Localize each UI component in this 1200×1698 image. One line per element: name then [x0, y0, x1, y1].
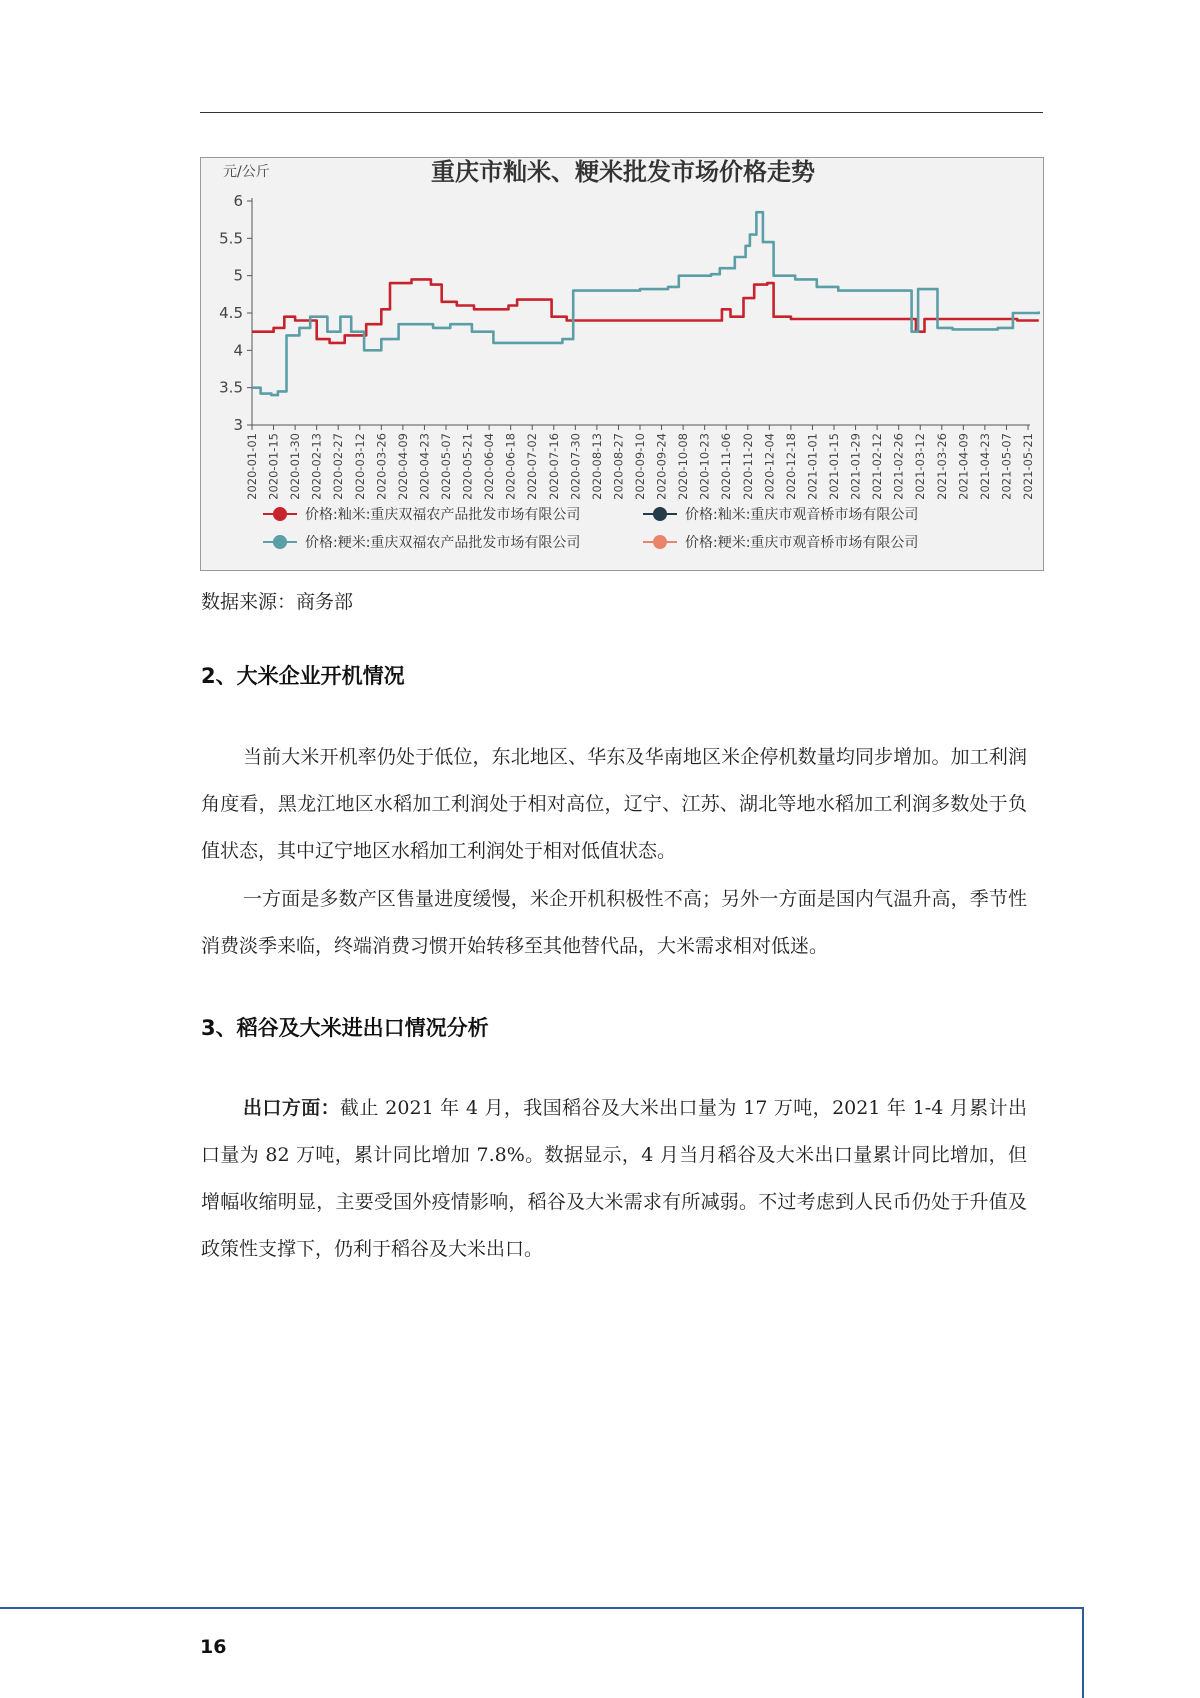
- x-tick-label: 2021-01-29: [848, 433, 863, 500]
- legend-label-1: 价格:粳米:重庆双福农产品批发市场有限公司: [305, 535, 581, 551]
- section-2-paragraph-1: 当前大米开机率仍处于低位，东北地区、华东及华南地区米企停机数量均同步增加。加工利润角度看，黑龙江地区水稻加工利润处于相对高位，辽宁、江苏、湖北等地水稻加工利润多数处于负值状态，其中辽宁地区水稻加工利润处于相对低值状态。: [201, 746, 1027, 862]
- x-tick-label: 2021-03-12: [913, 433, 928, 500]
- series-line-1: [252, 212, 1039, 395]
- footer-rule: [0, 1607, 1083, 1609]
- x-tick-label: 2021-04-23: [977, 433, 992, 500]
- section-2-heading: 2、大米企业开机情况: [201, 664, 405, 688]
- x-tick-label: 2021-05-07: [999, 433, 1014, 500]
- x-tick-label: 2021-03-26: [934, 433, 949, 500]
- x-tick-label: 2021-05-21: [1021, 433, 1035, 500]
- x-tick-label: 2021-02-12: [870, 433, 885, 500]
- x-tick-label: 2020-04-23: [417, 433, 432, 500]
- header-rule: [200, 112, 1043, 113]
- y-tick-label: 6: [233, 192, 243, 210]
- y-tick-label: 3.5: [219, 378, 243, 397]
- legend-marker-2: [653, 507, 667, 521]
- x-tick-label: 2020-10-08: [676, 432, 691, 500]
- x-tick-label: 2020-08-27: [611, 433, 626, 500]
- x-tick-label: 2020-05-07: [439, 433, 453, 500]
- y-tick-label: 4.5: [219, 304, 243, 322]
- x-tick-label: 2020-07-02: [525, 433, 540, 500]
- x-tick-label: 2020-05-21: [460, 433, 475, 500]
- x-tick-label: 2020-01-15: [266, 433, 281, 500]
- x-tick-label: 2020-02-27: [331, 433, 346, 500]
- x-tick-label: 2020-12-18: [783, 433, 798, 500]
- section-3-paragraph: [201, 1085, 1027, 1273]
- legend-label-0: 价格:籼米:重庆双福农产品批发市场有限公司: [305, 507, 581, 523]
- x-tick-label: 2021-02-26: [891, 433, 906, 500]
- section-3-heading: 3、稻谷及大米进出口情况分析: [201, 1016, 489, 1040]
- x-tick-label: 2020-07-16: [546, 433, 561, 500]
- y-tick-label: 5: [233, 266, 243, 285]
- chart-title: 重庆市籼米、粳米批发市场价格走势: [431, 158, 815, 186]
- x-tick-label: 2021-01-01: [805, 433, 820, 500]
- x-tick-label: 2020-06-04: [482, 433, 497, 500]
- y-tick-label: 3: [233, 416, 243, 434]
- x-tick-label: 2020-07-30: [568, 433, 583, 500]
- x-tick-label: 2020-11-06: [719, 433, 734, 500]
- x-tick-label: 2020-06-18: [503, 433, 518, 500]
- x-tick-label: 2020-12-04: [762, 433, 777, 500]
- export-lead-label: 出口方面：: [243, 1097, 341, 1119]
- legend-label-3: 价格:粳米:重庆市观音桥市场有限公司: [685, 535, 919, 551]
- y-axis-unit: 元/公斤: [223, 164, 270, 180]
- legend-label-2: 价格:籼米:重庆市观音桥市场有限公司: [685, 507, 919, 523]
- legend-marker-3: [653, 535, 667, 549]
- y-tick-label: 5.5: [219, 229, 243, 248]
- chart-svg: [201, 158, 1045, 572]
- x-tick-label: 2021-04-09: [956, 433, 971, 500]
- x-tick-label: 2020-09-24: [654, 433, 669, 500]
- legend-marker-0: [273, 507, 287, 521]
- x-tick-label: 2020-11-20: [740, 433, 755, 500]
- x-tick-label: 2020-10-23: [697, 432, 712, 500]
- price-chart: [200, 157, 1044, 571]
- x-tick-label: 2020-02-13: [309, 433, 324, 500]
- x-tick-label: 2020-01-01: [245, 433, 259, 500]
- x-tick-label: 2020-03-12: [352, 433, 367, 500]
- x-tick-label: 2020-08-13: [589, 433, 604, 500]
- x-tick-label: 2020-01-30: [288, 433, 303, 500]
- footer-vertical-rule: [1082, 1607, 1084, 1698]
- y-tick-label: 4: [233, 341, 243, 360]
- export-body-text: 截止 2021 年 4 月，我国稻谷及大米出口量为 17 万吨，2021 年 1-4 月累计出口量为 82 万吨，累计同比增加 7.8%。数据显示，4 月当月稻谷及大米出口量累计同比增加，但增幅收缩明显，主要受国外疫情影响，稻谷及大米需求有所减弱。不过考虑到人民币仍处于升值及政策性支撑下，仍利于稻谷及大米出口。: [201, 1097, 1027, 1260]
- x-tick-label: 2021-01-15: [827, 433, 841, 500]
- page-number: 16: [200, 1636, 227, 1658]
- legend-marker-1: [273, 535, 287, 549]
- x-tick-label: 2020-03-26: [374, 433, 389, 500]
- data-source-note: 数据来源：商务部: [201, 591, 354, 613]
- x-tick-label: 2020-09-10: [633, 433, 647, 500]
- x-tick-label: 2020-04-09: [395, 433, 410, 500]
- section-2-paragraph-2: 一方面是多数产区售量进度缓慢，米企开机积极性不高；另外一方面是国内气温升高，季节性消费淡季来临，终端消费习惯开始转移至其他替代品，大米需求相对低迷。: [201, 888, 1027, 957]
